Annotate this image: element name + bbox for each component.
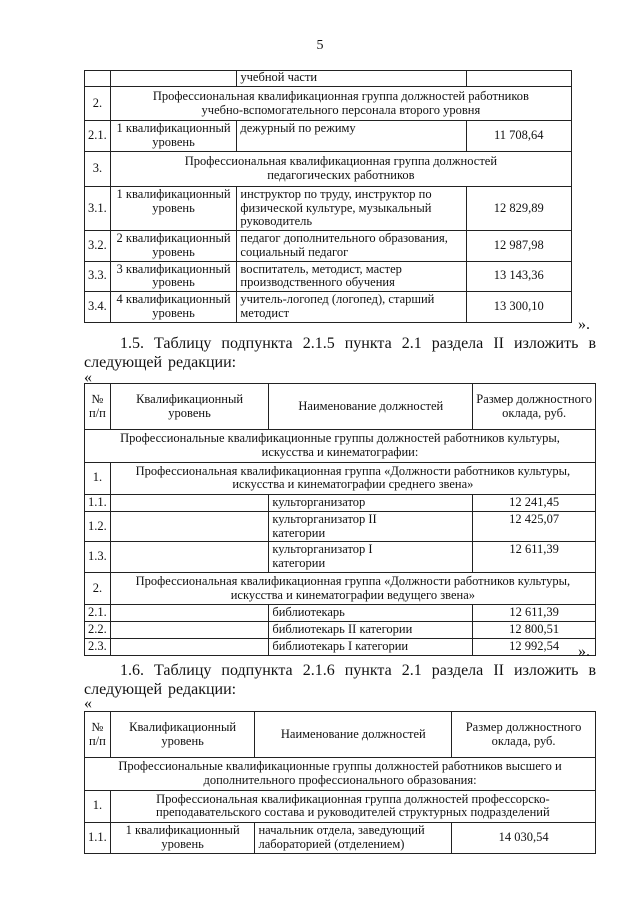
table-row — [85, 121, 572, 152]
table-row — [85, 511, 596, 542]
table-row — [85, 542, 596, 573]
opening-quote: « — [84, 369, 92, 386]
table-row — [85, 638, 596, 655]
salary: 12 241,45 — [473, 495, 596, 512]
row-number: 2. — [85, 86, 111, 121]
row-number: 2.2. — [85, 622, 111, 639]
position-name: воспитатель, методист, мастер производственного обучения — [237, 261, 466, 292]
salary: 11 708,64 — [466, 121, 571, 152]
table-header-row — [85, 712, 596, 758]
table-row — [85, 495, 596, 512]
position-name: учебной части — [237, 71, 466, 87]
header-level: Квалификационный уровень — [110, 712, 255, 758]
section-row — [85, 430, 596, 463]
salary-table-2 — [84, 383, 596, 656]
table-row — [85, 622, 596, 639]
table-row — [85, 790, 596, 823]
qualification-level: 3 квалификационный уровень — [110, 261, 237, 292]
header-name: Наименование должностей — [255, 712, 452, 758]
table-row — [85, 86, 572, 121]
row-number: 1.2. — [85, 511, 111, 542]
row-number: 3.4. — [85, 292, 111, 323]
position-name: библиотекарь I категории — [269, 638, 473, 655]
row-number: 1.3. — [85, 542, 111, 573]
header-num: № п/п — [85, 384, 111, 430]
salary: 13 143,36 — [466, 261, 571, 292]
row-number: 1.1. — [85, 495, 111, 512]
group-title: Профессиональная квалификационная группа должностей работников учебно-вспомогательного персонала второго уровня — [110, 86, 571, 121]
table-row — [85, 186, 572, 230]
salary-table-1 — [84, 70, 572, 323]
group-title: Профессиональная квалификационная группа «Должности работников культуры, искусства и кинематографии среднего звена» — [110, 462, 595, 495]
row-number: 1. — [85, 462, 111, 495]
row-number: 3.1. — [85, 186, 111, 230]
opening-quote: « — [84, 695, 92, 712]
salary: 12 829,89 — [466, 186, 571, 230]
row-number: 1.1. — [85, 823, 111, 854]
position-name: культорганизатор I категории — [269, 542, 473, 573]
header-level: Квалификационный уровень — [110, 384, 269, 430]
section-title: Профессиональные квалификационные группы должностей работников культуры, искусства и кинематографии: — [85, 430, 596, 463]
qualification-level — [110, 495, 269, 512]
qualification-level: 1 квалификационный уровень — [110, 186, 237, 230]
paragraph-1-5: 1.5. Таблицу подпункта 2.1.5 пункта 2.1 раздела II изложить в следующей редакции: — [84, 335, 596, 371]
row-number: 3.2. — [85, 231, 111, 262]
group-title: Профессиональная квалификационная группа «Должности работников культуры, искусства и кинематографии ведущего звена» — [110, 572, 595, 605]
table-header-row — [85, 384, 596, 430]
row-number: 2. — [85, 572, 111, 605]
section-row — [85, 758, 596, 791]
header-name: Наименование должностей — [269, 384, 473, 430]
salary: 12 992,54 — [473, 638, 596, 655]
salary: 12 800,51 — [473, 622, 596, 639]
table-row — [85, 823, 596, 854]
table-row — [85, 292, 572, 323]
qualification-level — [110, 511, 269, 542]
table-row — [85, 261, 572, 292]
closing-quote: ». — [578, 643, 590, 660]
header-num: № п/п — [85, 712, 111, 758]
salary — [466, 71, 571, 87]
salary-table-3 — [84, 711, 596, 854]
salary: 12 425,07 — [473, 511, 596, 542]
position-name: библиотекарь II категории — [269, 622, 473, 639]
position-name: библиотекарь — [269, 605, 473, 622]
header-salary: Размер должностного оклада, руб. — [452, 712, 596, 758]
position-name: педагог дополнительного образования, социальный педагог — [237, 231, 466, 262]
position-name: дежурный по режиму — [237, 121, 466, 152]
table-row — [85, 71, 572, 87]
qualification-level: 2 квалификационный уровень — [110, 231, 237, 262]
page-number: 5 — [316, 38, 324, 53]
row-number: 2.1. — [85, 121, 111, 152]
header-salary: Размер должностного оклада, руб. — [473, 384, 596, 430]
closing-quote: ». — [578, 316, 590, 333]
qualification-level: 4 квалификационный уровень — [110, 292, 237, 323]
table-row — [85, 572, 596, 605]
group-title: Профессиональная квалификационная группа должностей педагогических работников — [110, 152, 571, 187]
row-number: 3.3. — [85, 261, 111, 292]
qualification-level — [110, 622, 269, 639]
table-row — [85, 231, 572, 262]
salary: 12 987,98 — [466, 231, 571, 262]
position-name: культорганизатор II категории — [269, 511, 473, 542]
position-name: культорганизатор — [269, 495, 473, 512]
group-title: Профессиональная квалификационная группа должностей профессорско-преподавательского состава и руководителей структурных подразделений — [110, 790, 595, 823]
table-row — [85, 462, 596, 495]
section-title: Профессиональные квалификационные группы должностей работников высшего и дополнительного профессионального образования: — [85, 758, 596, 791]
qualification-level — [110, 542, 269, 573]
position-name: инструктор по труду, инструктор по физической культуре, музыкальный руководитель — [237, 186, 466, 230]
qualification-level — [110, 605, 269, 622]
paragraph-1-6: 1.6. Таблицу подпункта 2.1.6 пункта 2.1 раздела II изложить в следующей редакции: — [84, 662, 596, 698]
row-number: 1. — [85, 790, 111, 823]
qualification-level — [110, 638, 269, 655]
salary: 12 611,39 — [473, 605, 596, 622]
salary: 14 030,54 — [452, 823, 596, 854]
salary: 12 611,39 — [473, 542, 596, 573]
row-number: 2.3. — [85, 638, 111, 655]
position-name: учитель-логопед (логопед), старший методист — [237, 292, 466, 323]
position-name: начальник отдела, заведующий лабораторией (отделением) — [255, 823, 452, 854]
qualification-level — [110, 71, 237, 87]
row-number — [85, 71, 111, 87]
salary: 13 300,10 — [466, 292, 571, 323]
table-row — [85, 152, 572, 187]
qualification-level: 1 квалификационный уровень — [110, 121, 237, 152]
qualification-level: 1 квалификационный уровень — [110, 823, 255, 854]
table-row — [85, 605, 596, 622]
row-number: 2.1. — [85, 605, 111, 622]
row-number: 3. — [85, 152, 111, 187]
